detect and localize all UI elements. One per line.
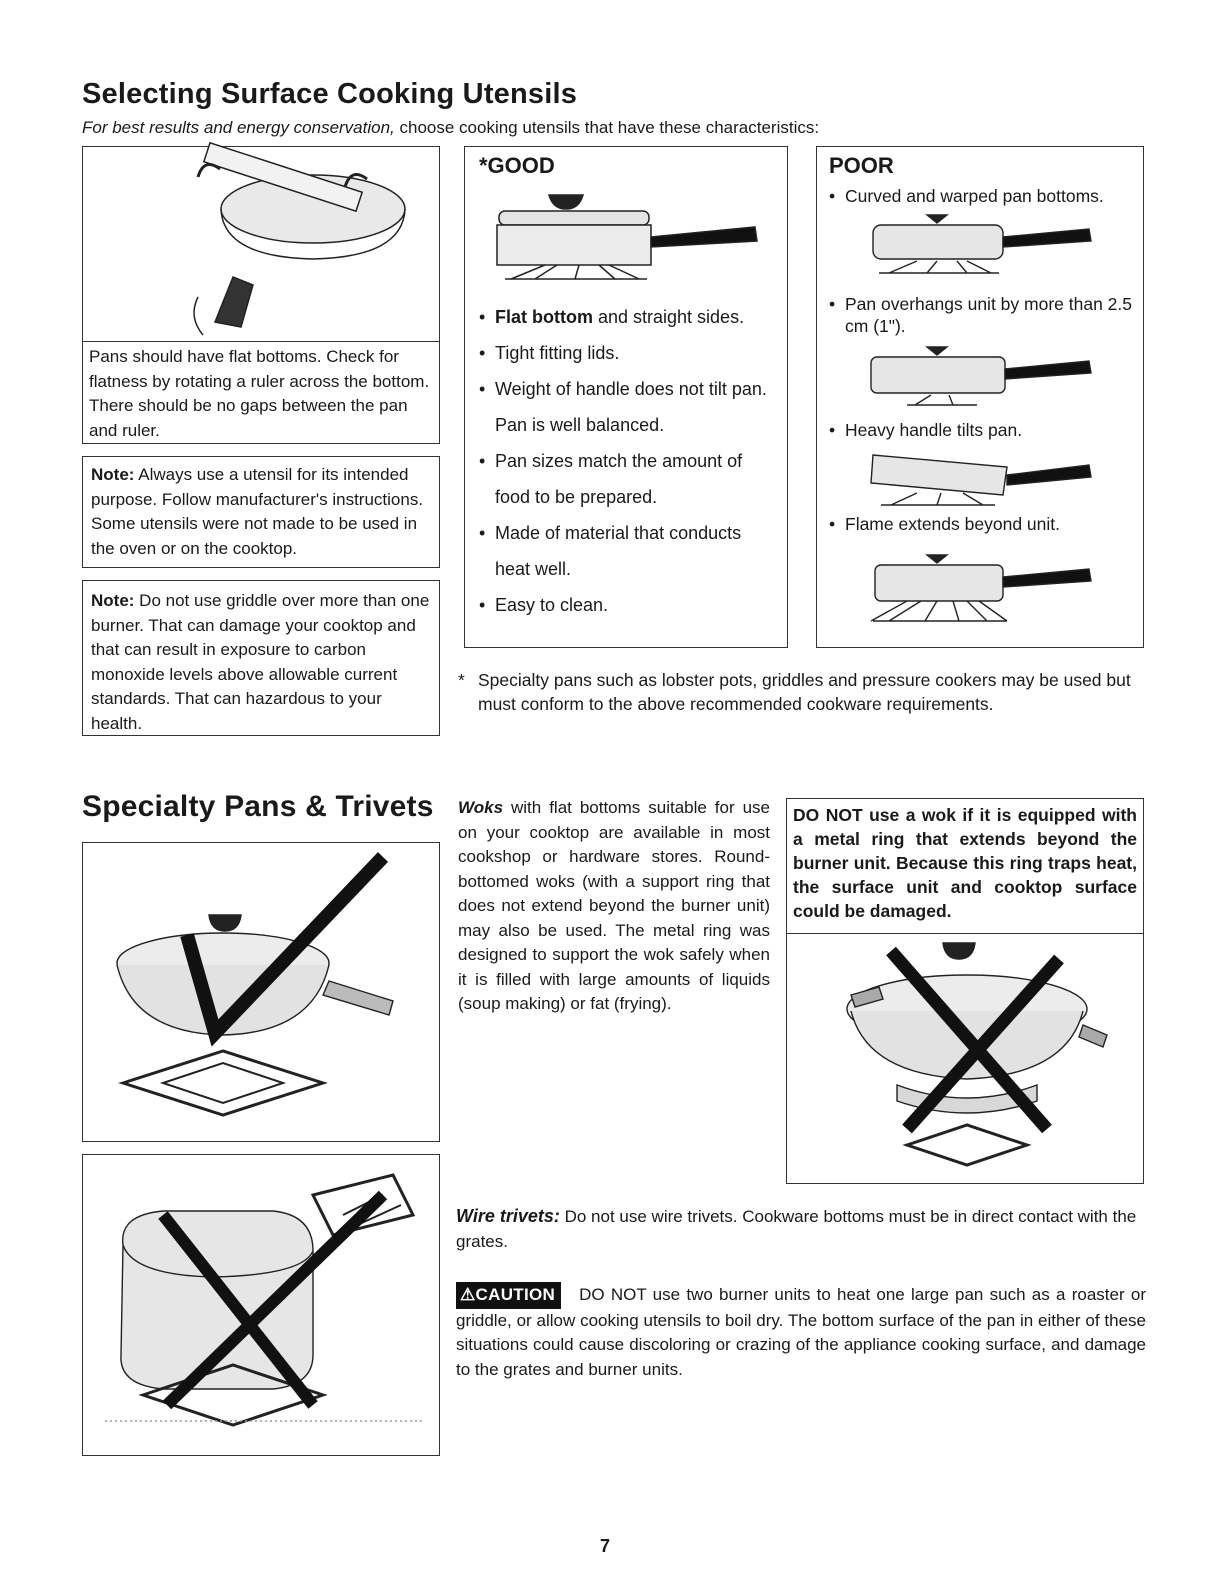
wok-warning-text: DO NOT use a wok if it is equipped with a metal ring that extends beyond the burner unit. Because this ring traps heat, the surface unit and cooktop surface could be damaged. [793, 805, 1137, 921]
warning-triangle-icon: ⚠ [460, 1285, 476, 1304]
wok-ok-illustration [83, 843, 439, 1141]
note-box-1 [82, 456, 440, 568]
poor-list-4 [827, 513, 1135, 535]
page-number: 7 [600, 1536, 611, 1556]
poor-pan-tilted-illustration [867, 449, 1097, 509]
canner-no-box [82, 1154, 440, 1456]
ruler-check-illustration [83, 147, 439, 337]
poor-item-4: • Flame extends beyond unit. [827, 513, 1135, 535]
note-1-label: Note: [91, 465, 135, 484]
note-1-text [91, 463, 433, 561]
poor-pan-flame-illustration [867, 551, 1097, 631]
good-item-6: • Easy to clean. [477, 587, 777, 623]
page-title: Selecting Surface Cooking Utensils [82, 78, 578, 110]
caution-badge: ⚠CAUTION [456, 1282, 561, 1309]
poor-item-1: • Curved and warped pan bottoms. [827, 185, 1135, 207]
good-item-1: • Flat bottom and straight sides. [477, 299, 777, 335]
intro-rest: choose cooking utensils that have these characteristics: [394, 118, 820, 137]
poor-list-2 [827, 293, 1135, 337]
good-item-3: • Weight of handle does not tilt pan. Pan is well balanced. [477, 371, 777, 443]
good-item-5: • Made of material that conducts heat well. [477, 515, 777, 587]
caution-body: DO NOT use two burner units to heat one large pan such as a roaster or griddle, or allow cooking utensils to boil dry. The bottom surface of the pan in either of these situations could cause discoloring or crazing of the appliance cooking surface, and damage to the grates and burner units. [456, 1285, 1146, 1379]
wok-ok-box [82, 842, 440, 1142]
footnote-text: Specialty pans such as lobster pots, griddles and pressure cookers may be used but must conform to the above recommended cookware requirements. [478, 670, 1131, 714]
good-heading: *GOOD [479, 153, 555, 178]
poor-box [816, 146, 1144, 648]
woks-label: Woks [458, 798, 504, 817]
ruler-illustration-box [82, 146, 440, 444]
poor-heading: POOR [829, 153, 894, 178]
note-2-label: Note: [91, 591, 135, 610]
wire-trivets-paragraph [456, 1204, 1146, 1254]
poor-item-3: • Heavy handle tilts pan. [827, 419, 1135, 441]
wire-trivets-body: Do not use wire trivets. Cookware bottoms must be in direct contact with the grates. [456, 1207, 1137, 1251]
good-pan-illustration [475, 187, 775, 297]
canner-no-illustration [83, 1155, 439, 1455]
poor-list [827, 185, 1135, 207]
specialty-title: Specialty Pans & Trivets [82, 790, 434, 823]
good-list [477, 299, 777, 623]
poor-list-3 [827, 419, 1135, 441]
woks-paragraph [458, 796, 770, 1017]
poor-item-2: • Pan overhangs unit by more than 2.5 cm (1"). [827, 293, 1135, 337]
caution-paragraph [456, 1282, 1146, 1382]
intro-italic: For best results and energy conservation, [82, 118, 395, 137]
good-item-2: • Tight fitting lids. [477, 335, 777, 371]
note-1-body: Always use a utensil for its intended purpose. Follow manufacturer's instructions. Some utensils were not made to be used in the oven or on the cooktop. [91, 465, 424, 558]
note-2-body: Do not use griddle over more than one burner. That can damage your cooktop and that can result in exposure to carbon monoxide levels above allowable current standards. That can hazardous to your health. [91, 591, 430, 733]
wok-ring-no-illustration [787, 935, 1143, 1183]
wire-trivets-label: Wire trivets: [456, 1206, 560, 1226]
woks-body: with flat bottoms suitable for use on your cooktop are available in most cookshop or hardware stores. Round-bottomed woks (with a support ring that does not extend beyond the burner unit) may also be used. The metal ring was designed to support the wok safely when it is filled with large amounts of liquids (soup making) or fat (frying). [458, 798, 770, 1013]
footnote [458, 668, 1148, 716]
poor-pan-overhang-illustration [867, 347, 1097, 411]
intro-text [82, 118, 819, 138]
footnote-mark: * [458, 670, 465, 690]
good-item-4: • Pan sizes match the amount of food to be prepared. [477, 443, 777, 515]
wok-warning-box [786, 798, 1144, 1184]
poor-pan-warped-illustration [867, 211, 1097, 283]
note-2-text [91, 589, 433, 736]
ruler-caption: Pans should have flat bottoms. Check for flatness by rotating a ruler across the bottom. There should be no gaps between the pan and ruler. [89, 347, 430, 440]
good-box [464, 146, 788, 648]
note-box-2 [82, 580, 440, 736]
